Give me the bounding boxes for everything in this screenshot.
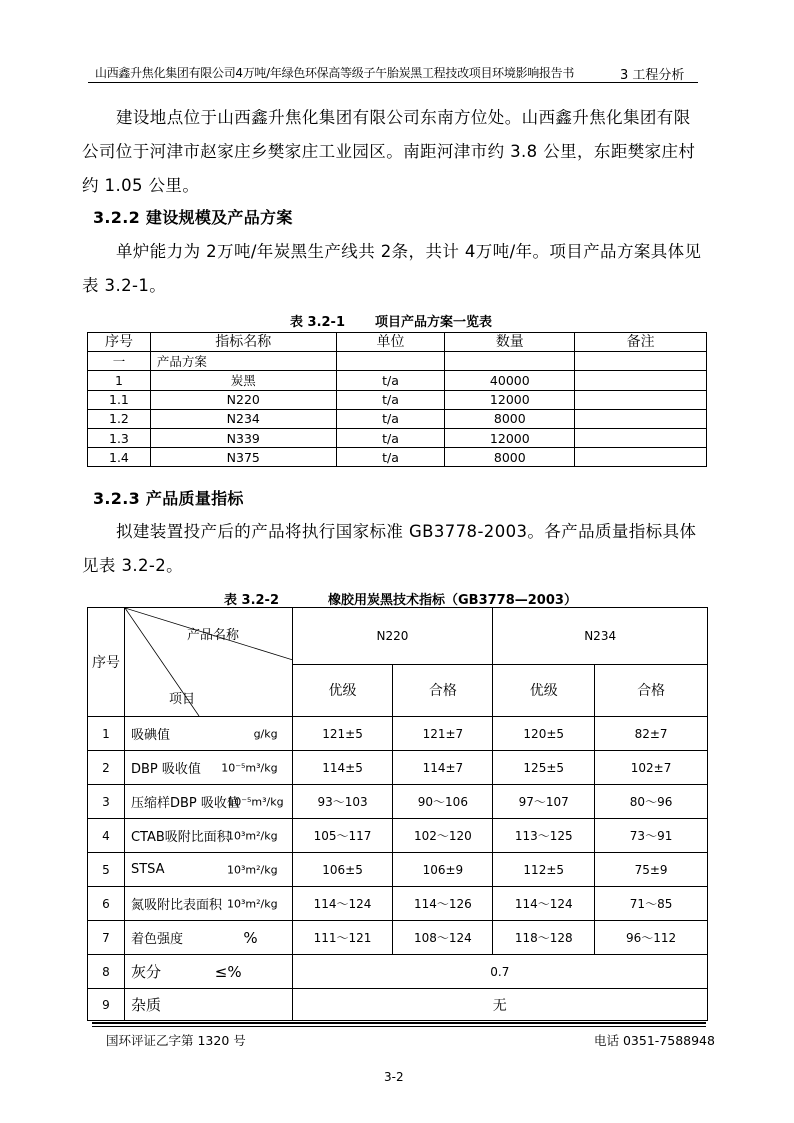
table2-value: 114～124 (493, 887, 595, 921)
table2-value: 121±7 (393, 717, 493, 751)
section-heading-3-2-3: 3.2.3 产品质量指标 (93, 489, 244, 508)
table2-value: 118～128 (493, 921, 595, 955)
table2-item-unit: g/kg (253, 727, 278, 740)
table2-value: 120±5 (493, 717, 595, 751)
table1-cell: 1 (88, 371, 151, 390)
table1-caption-title: 项目产品方案一览表 (375, 315, 493, 330)
table2-value: 102±7 (595, 751, 708, 785)
table2-item-unit: 10³m²/kg (227, 829, 278, 842)
table2-header-item: 项目 (168, 692, 195, 707)
table1-cell (575, 371, 707, 390)
section-heading-3-2-2: 3.2.2 建设规模及产品方案 (93, 208, 293, 227)
table2-item-name: 压缩样DBP 吸收值 (130, 796, 240, 811)
table2-value: 108～124 (393, 921, 493, 955)
table2-grade: 合格 (595, 664, 708, 716)
table1-cell: 12000 (445, 428, 575, 447)
table2-row (88, 921, 708, 955)
table1-cell: 炭黑 (150, 371, 336, 390)
table2-row (88, 819, 708, 853)
table1-cell (575, 390, 707, 409)
table2-row (88, 751, 708, 785)
table2-value: 96～112 (595, 921, 708, 955)
table2-value: 106±5 (292, 853, 393, 887)
table2-item-unit: 10³m²/kg (227, 863, 278, 876)
table1-cell: N339 (150, 428, 336, 447)
table2-row (88, 887, 708, 921)
table2-value: 80～96 (595, 785, 708, 819)
table1-cell: t/a (336, 428, 445, 447)
table1-cell: t/a (336, 371, 445, 390)
table2-row (88, 717, 708, 751)
table1-cell: 1.1 (88, 390, 151, 409)
table2-product-n220: N220 (292, 608, 493, 665)
table2-row-no: 9 (88, 989, 125, 1021)
table1-caption-number: 表 3.2-1 (290, 315, 345, 330)
table1-cell: 产品方案 (150, 352, 336, 371)
paragraph-location: 建设地点位于山西鑫升焦化集团有限公司东南方位处。山西鑫升焦化集团有限公司位于河津市赵家庄乡樊家庄工业园区。南距河津市约 3.8 公里，东距樊家庄村约 1.05 公里。 (82, 108, 696, 195)
table2-item (124, 717, 292, 751)
table1-cell: 一 (88, 352, 151, 371)
table2-item (124, 785, 292, 819)
table2-value: 111～121 (292, 921, 393, 955)
table2-item-name: 氮吸附比表面积 (130, 898, 222, 913)
table1-cell: 12000 (445, 390, 575, 409)
table1-cell (445, 352, 575, 371)
table2-value: 125±5 (493, 751, 595, 785)
table1-row (88, 390, 707, 409)
table2-grade: 优级 (292, 664, 393, 716)
paragraph-scale: 单炉能力为 2万吨/年炭黑生产线共 2条，共计 4万吨/年。项目产品方案具体见表 3.2-1。 (82, 242, 702, 295)
product-plan-table (87, 332, 707, 467)
table1-row (88, 371, 707, 390)
table2-value: 75±9 (595, 853, 708, 887)
running-header-chapter: 3 工程分析 (620, 68, 685, 83)
table2-value: 105～117 (292, 819, 393, 853)
table1-row (88, 448, 707, 467)
table2-item-name: 吸碘值 (130, 728, 170, 743)
table2-value-merged: 无 (292, 989, 707, 1021)
table2-item (124, 853, 292, 887)
table2-diagonal-header (124, 608, 292, 717)
table2-value: 112±5 (493, 853, 595, 887)
table1-cell: 1.3 (88, 428, 151, 447)
table2-value: 106±9 (393, 853, 493, 887)
footer-rule-thick (92, 1022, 706, 1024)
table2-item-name: 灰分 (130, 963, 161, 981)
table1-cell (575, 352, 707, 371)
table1-cell: 8000 (445, 448, 575, 467)
table2-value: 93～103 (292, 785, 393, 819)
table2-value: 114～126 (393, 887, 493, 921)
footer-rule-thin (92, 1026, 706, 1027)
table2-header-seq: 序号 (88, 608, 125, 717)
table2-row-no: 6 (88, 887, 125, 921)
table1-cell: 1.2 (88, 409, 151, 428)
table2-row-no: 8 (88, 955, 125, 989)
table2-value-merged: 0.7 (292, 955, 707, 989)
table2-item (124, 955, 292, 989)
table1-header-cell: 序号 (88, 333, 151, 352)
table2-row-no: 3 (88, 785, 125, 819)
table2-row (88, 955, 708, 989)
table2-value: 114±7 (393, 751, 493, 785)
table1-header-cell: 单位 (336, 333, 445, 352)
table2-item-name: DBP 吸收值 (130, 762, 201, 777)
table2-row-no: 4 (88, 819, 125, 853)
table2-item (124, 751, 292, 785)
table1-cell: N375 (150, 448, 336, 467)
table2-row-no: 5 (88, 853, 125, 887)
table1-cell (575, 428, 707, 447)
table2-value: 73～91 (595, 819, 708, 853)
footer-certificate: 国环评证乙字第 1320 号 (106, 1033, 246, 1048)
table2-row-no: 1 (88, 717, 125, 751)
table1-cell (575, 448, 707, 467)
table2-item (124, 921, 292, 955)
table1-cell: N220 (150, 390, 336, 409)
table2-value: 114±5 (292, 751, 393, 785)
table2-product-n234: N234 (493, 608, 708, 665)
table2-grade: 合格 (393, 664, 493, 716)
table1-cell: 40000 (445, 371, 575, 390)
table2-item-unit: ≤% (214, 962, 242, 981)
page-number: 3-2 (384, 1070, 404, 1084)
table1-cell: t/a (336, 448, 445, 467)
table1-header-cell: 指标名称 (150, 333, 336, 352)
header-rule (88, 82, 698, 83)
table2-header-row-products (88, 608, 708, 665)
table2-header-product-name: 产品名称 (186, 628, 239, 643)
table2-item-name: 杂质 (130, 996, 161, 1014)
table2-grade: 优级 (493, 664, 595, 716)
table2-item (124, 819, 292, 853)
table2-row-no: 2 (88, 751, 125, 785)
table2-row (88, 853, 708, 887)
table1-cell: N234 (150, 409, 336, 428)
table2-value: 121±5 (292, 717, 393, 751)
table2-item-unit: % (243, 928, 258, 947)
table1-row (88, 428, 707, 447)
table2-item-name: STSA (130, 862, 165, 877)
table2-value: 71～85 (595, 887, 708, 921)
table2-item-unit: 10⁻⁵m³/kg (221, 761, 278, 774)
table2-item-name: 着色强度 (130, 932, 183, 947)
table2-item-name: CTAB吸附比面积 (130, 830, 230, 845)
paragraph-quality: 拟建装置投产后的产品将执行国家标准 GB3778-2003。各产品质量指标具体见表 3.2-2。 (82, 522, 697, 575)
table1-row (88, 409, 707, 428)
table1-cell: 8000 (445, 409, 575, 428)
table2-value: 97～107 (493, 785, 595, 819)
table2-row (88, 785, 708, 819)
table1-header-cell: 备注 (575, 333, 707, 352)
table1-header-cell: 数量 (445, 333, 575, 352)
table2-row (88, 989, 708, 1021)
table1-header-row (88, 333, 707, 352)
table2-value: 102～120 (393, 819, 493, 853)
table1-cell (336, 352, 445, 371)
table2-value: 114～124 (292, 887, 393, 921)
table2-item-unit: 10³m²/kg (227, 897, 278, 910)
table2-row-no: 7 (88, 921, 125, 955)
carbon-black-spec-table (87, 607, 708, 1021)
running-header-title: 山西鑫升焦化集团有限公司4万吨/年绿色环保高等级子午胎炭黑工程技改项目环境影响报告书 (95, 66, 575, 80)
table2-item (124, 989, 292, 1021)
table1-cell: 1.4 (88, 448, 151, 467)
table2-value: 90～106 (393, 785, 493, 819)
table1-cell: t/a (336, 390, 445, 409)
table1-cell (575, 409, 707, 428)
table2-item (124, 887, 292, 921)
table1-row (88, 352, 707, 371)
table2-item-unit: 10⁻⁵m³/kg (227, 795, 284, 808)
table2-value: 82±7 (595, 717, 708, 751)
table2-value: 113～125 (493, 819, 595, 853)
table2-caption-number: 表 3.2-2 (224, 593, 279, 608)
table1-cell: t/a (336, 409, 445, 428)
footer-phone: 电话 0351-7588948 (594, 1033, 715, 1048)
table2-caption-title: 橡胶用炭黑技术指标（GB3778—2003） (328, 593, 577, 608)
